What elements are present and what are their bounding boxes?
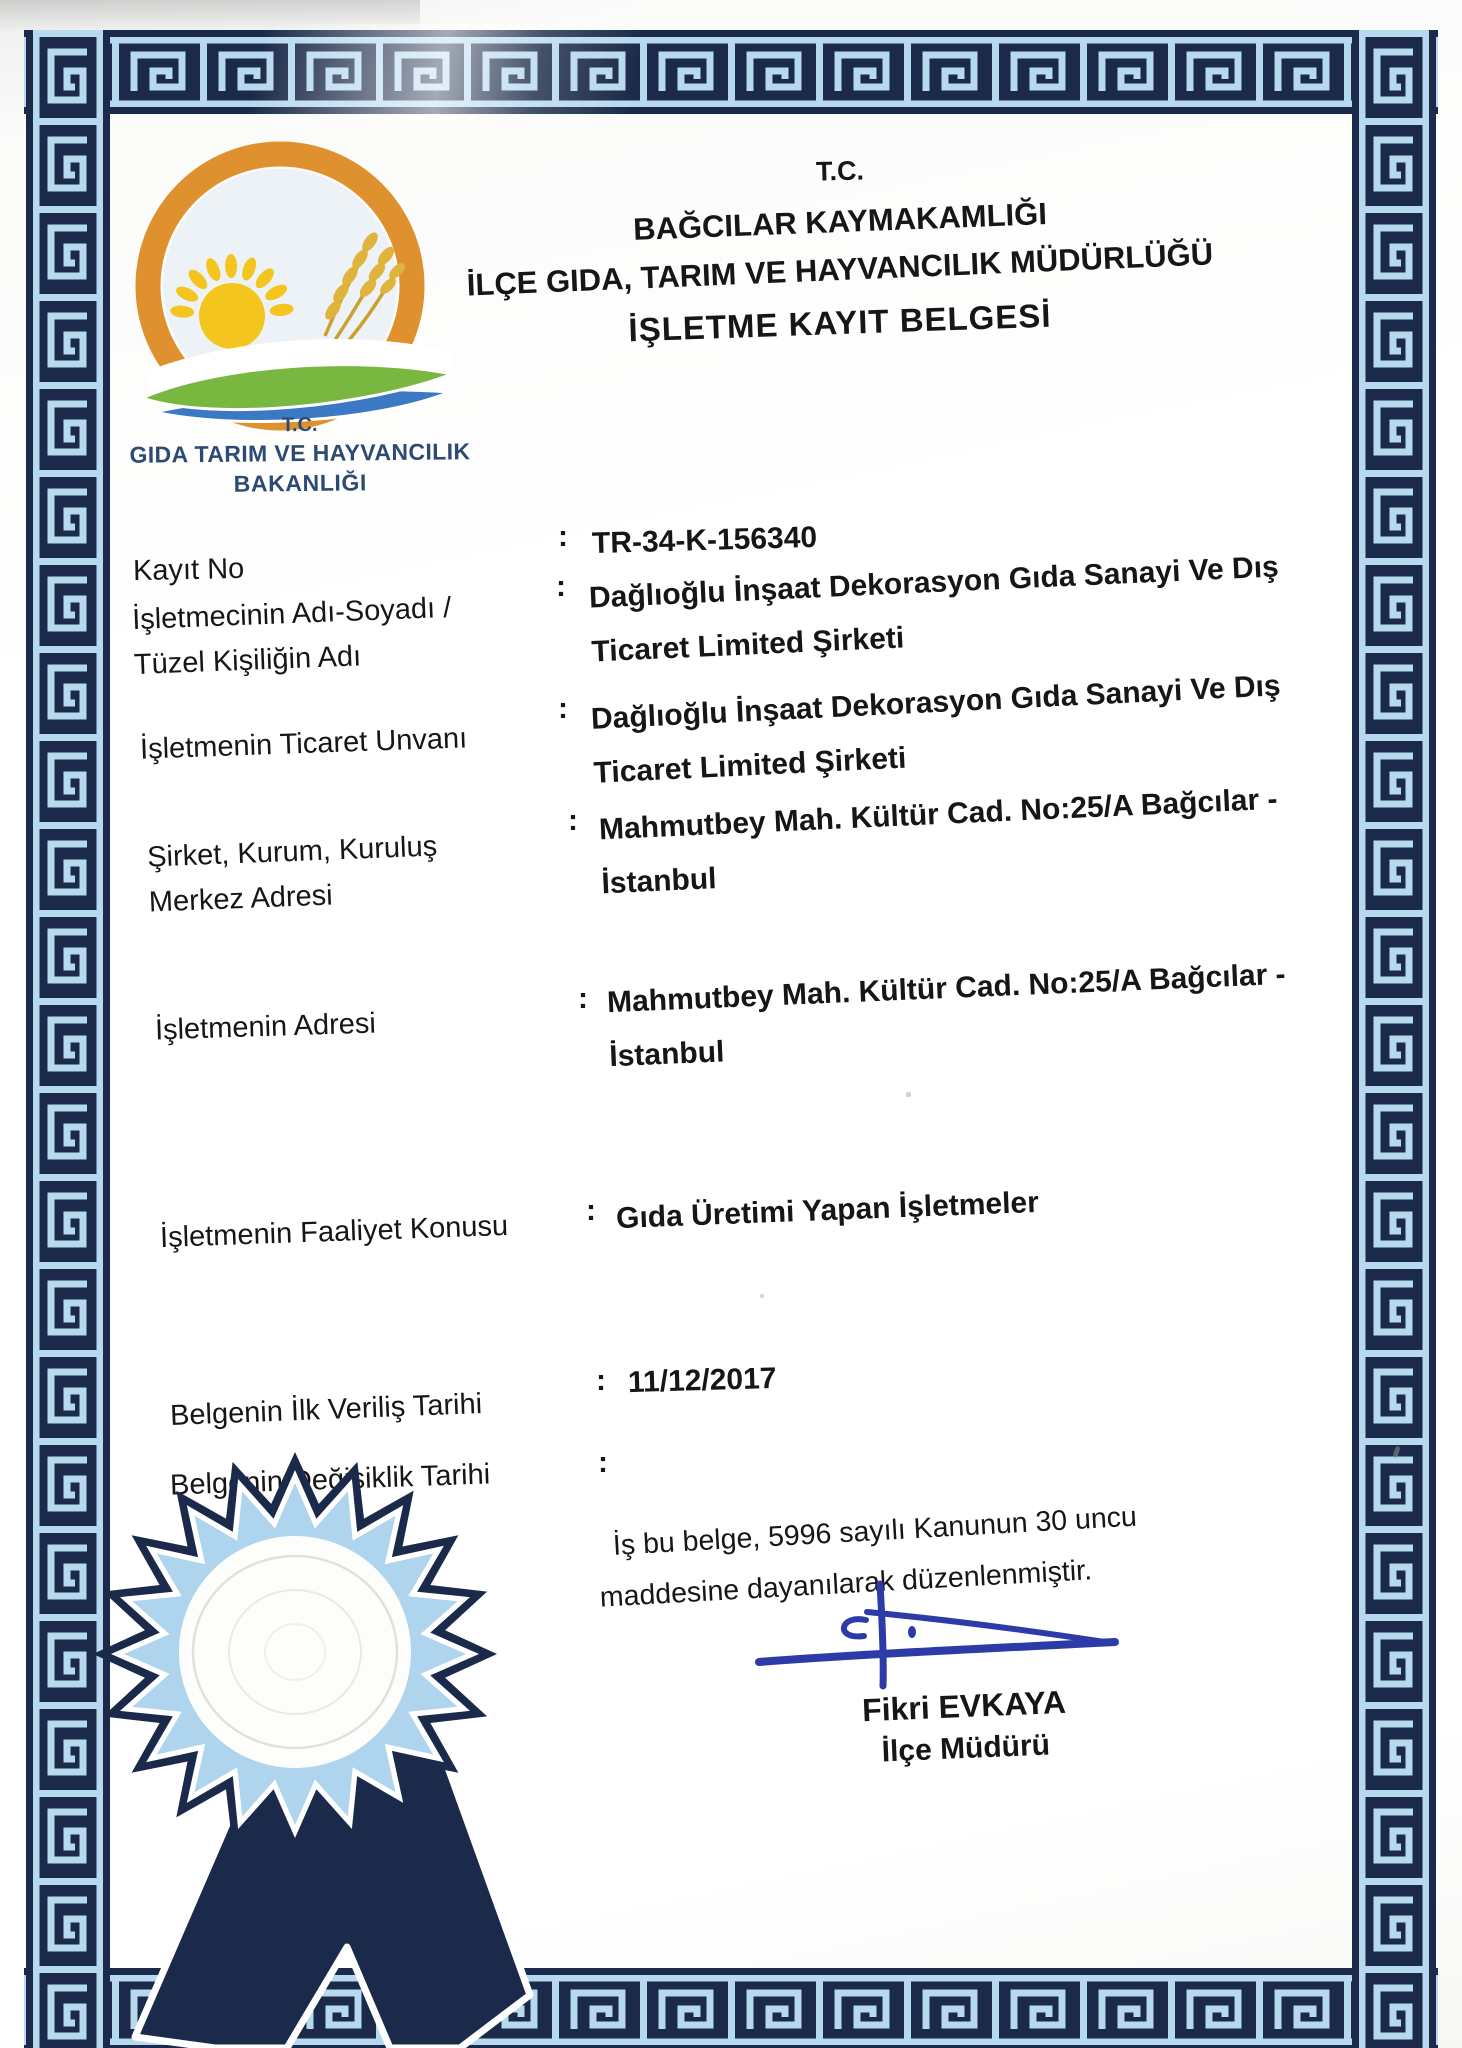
logo-caption-line1: GIDA TARIM VE HAYVANCILIK (129, 438, 471, 468)
field-colon: : (596, 1364, 606, 1397)
signature-block (768, 1678, 1161, 1780)
field-colon: : (558, 520, 568, 553)
field-value-isletmeci-adi: Dağlıoğlu İnşaat Dekorasyon Gıda Sanayi Ve Dış Ticaret Limited Şirketi (588, 550, 1280, 669)
ribbon-seal-icon (50, 1438, 550, 2048)
field-value-merkez-adresi: Mahmutbey Mah. Kültür Cad. No:25/A Bağcılar - İstanbul (598, 782, 1279, 901)
field-value-ticaret-unvani: Dağlıoğlu İnşaat Dekorasyon Gıda Sanayi Ve Dış Ticaret Limited Şirketi (590, 669, 1282, 790)
greek-key-border-right (1352, 30, 1436, 2048)
field-label-faaliyet-konusu: İşletmenin Faaliyet Konusu (159, 1209, 509, 1255)
logo-caption-tc: T.C. (281, 413, 318, 437)
field-colon: : (578, 982, 588, 1015)
logo-caption-line2: BAKANLIĞI (233, 469, 368, 497)
header-tc: T.C. (815, 155, 865, 187)
field-value-isletme-adresi: Mahmutbey Mah. Kültür Cad. No:25/A Bağcılar - İstanbul (606, 957, 1287, 1074)
scan-shadow (0, 0, 420, 34)
signer-name: Fikri EVKAYA (861, 1683, 1067, 1729)
signer-title: İlçe Müdürü (881, 1728, 1051, 1769)
legal-statement: İş bu belge, 5996 sayılı Kanunun 30 uncu maddesine dayanılarak düzenlenmiştir. (599, 1500, 1138, 1614)
field-colon: : (598, 1446, 608, 1479)
header-directorate: İLÇE GIDA, TARIM VE HAYVANCILIK MÜDÜRLÜĞÜ (466, 236, 1214, 303)
field-value-ilk-verilis-tarihi: 11/12/2017 (627, 1361, 777, 1400)
ministry-logo-caption (100, 410, 501, 500)
field-value-faaliyet-konusu: Gıda Üretimi Yapan İşletmeler (615, 1185, 1040, 1236)
field-colon: : (586, 1194, 596, 1227)
field-label-degisiklik-tarihi: Belgenin Değişiklik Tarihi (169, 1458, 491, 1502)
field-label-merkez-adresi: Şirket, Kurum, Kuruluş Merkez Adresi (146, 830, 438, 919)
field-colon: : (568, 804, 578, 837)
field-label-ticaret-unvani: İşletmenin Ticaret Unvanı (139, 722, 468, 766)
signature-autograph-icon (740, 1578, 1140, 1698)
field-label-isletmeci-adi: İşletmecinin Adı-Soyadı / Tüzel Kişiliğin Adı (131, 591, 452, 682)
greek-key-border-top (24, 30, 1438, 114)
field-colon: : (558, 692, 568, 725)
header-authority: BAĞCILAR KAYMAKAMLIĞI (632, 196, 1048, 247)
field-value-kayit-no: TR-34-K-156340 (591, 520, 818, 561)
field-colon: : (556, 570, 566, 603)
field-label-ilk-verilis-tarihi: Belgenin İlk Veriliş Tarihi (169, 1388, 483, 1432)
document-title: İŞLETME KAYIT BELGESİ (627, 296, 1053, 349)
field-label-isletme-adresi: İşletmenin Adresi (154, 1007, 377, 1047)
field-label-kayit-no: Kayıt No (132, 552, 245, 588)
scan-speck (760, 1294, 764, 1298)
scan-speck (906, 1092, 911, 1097)
